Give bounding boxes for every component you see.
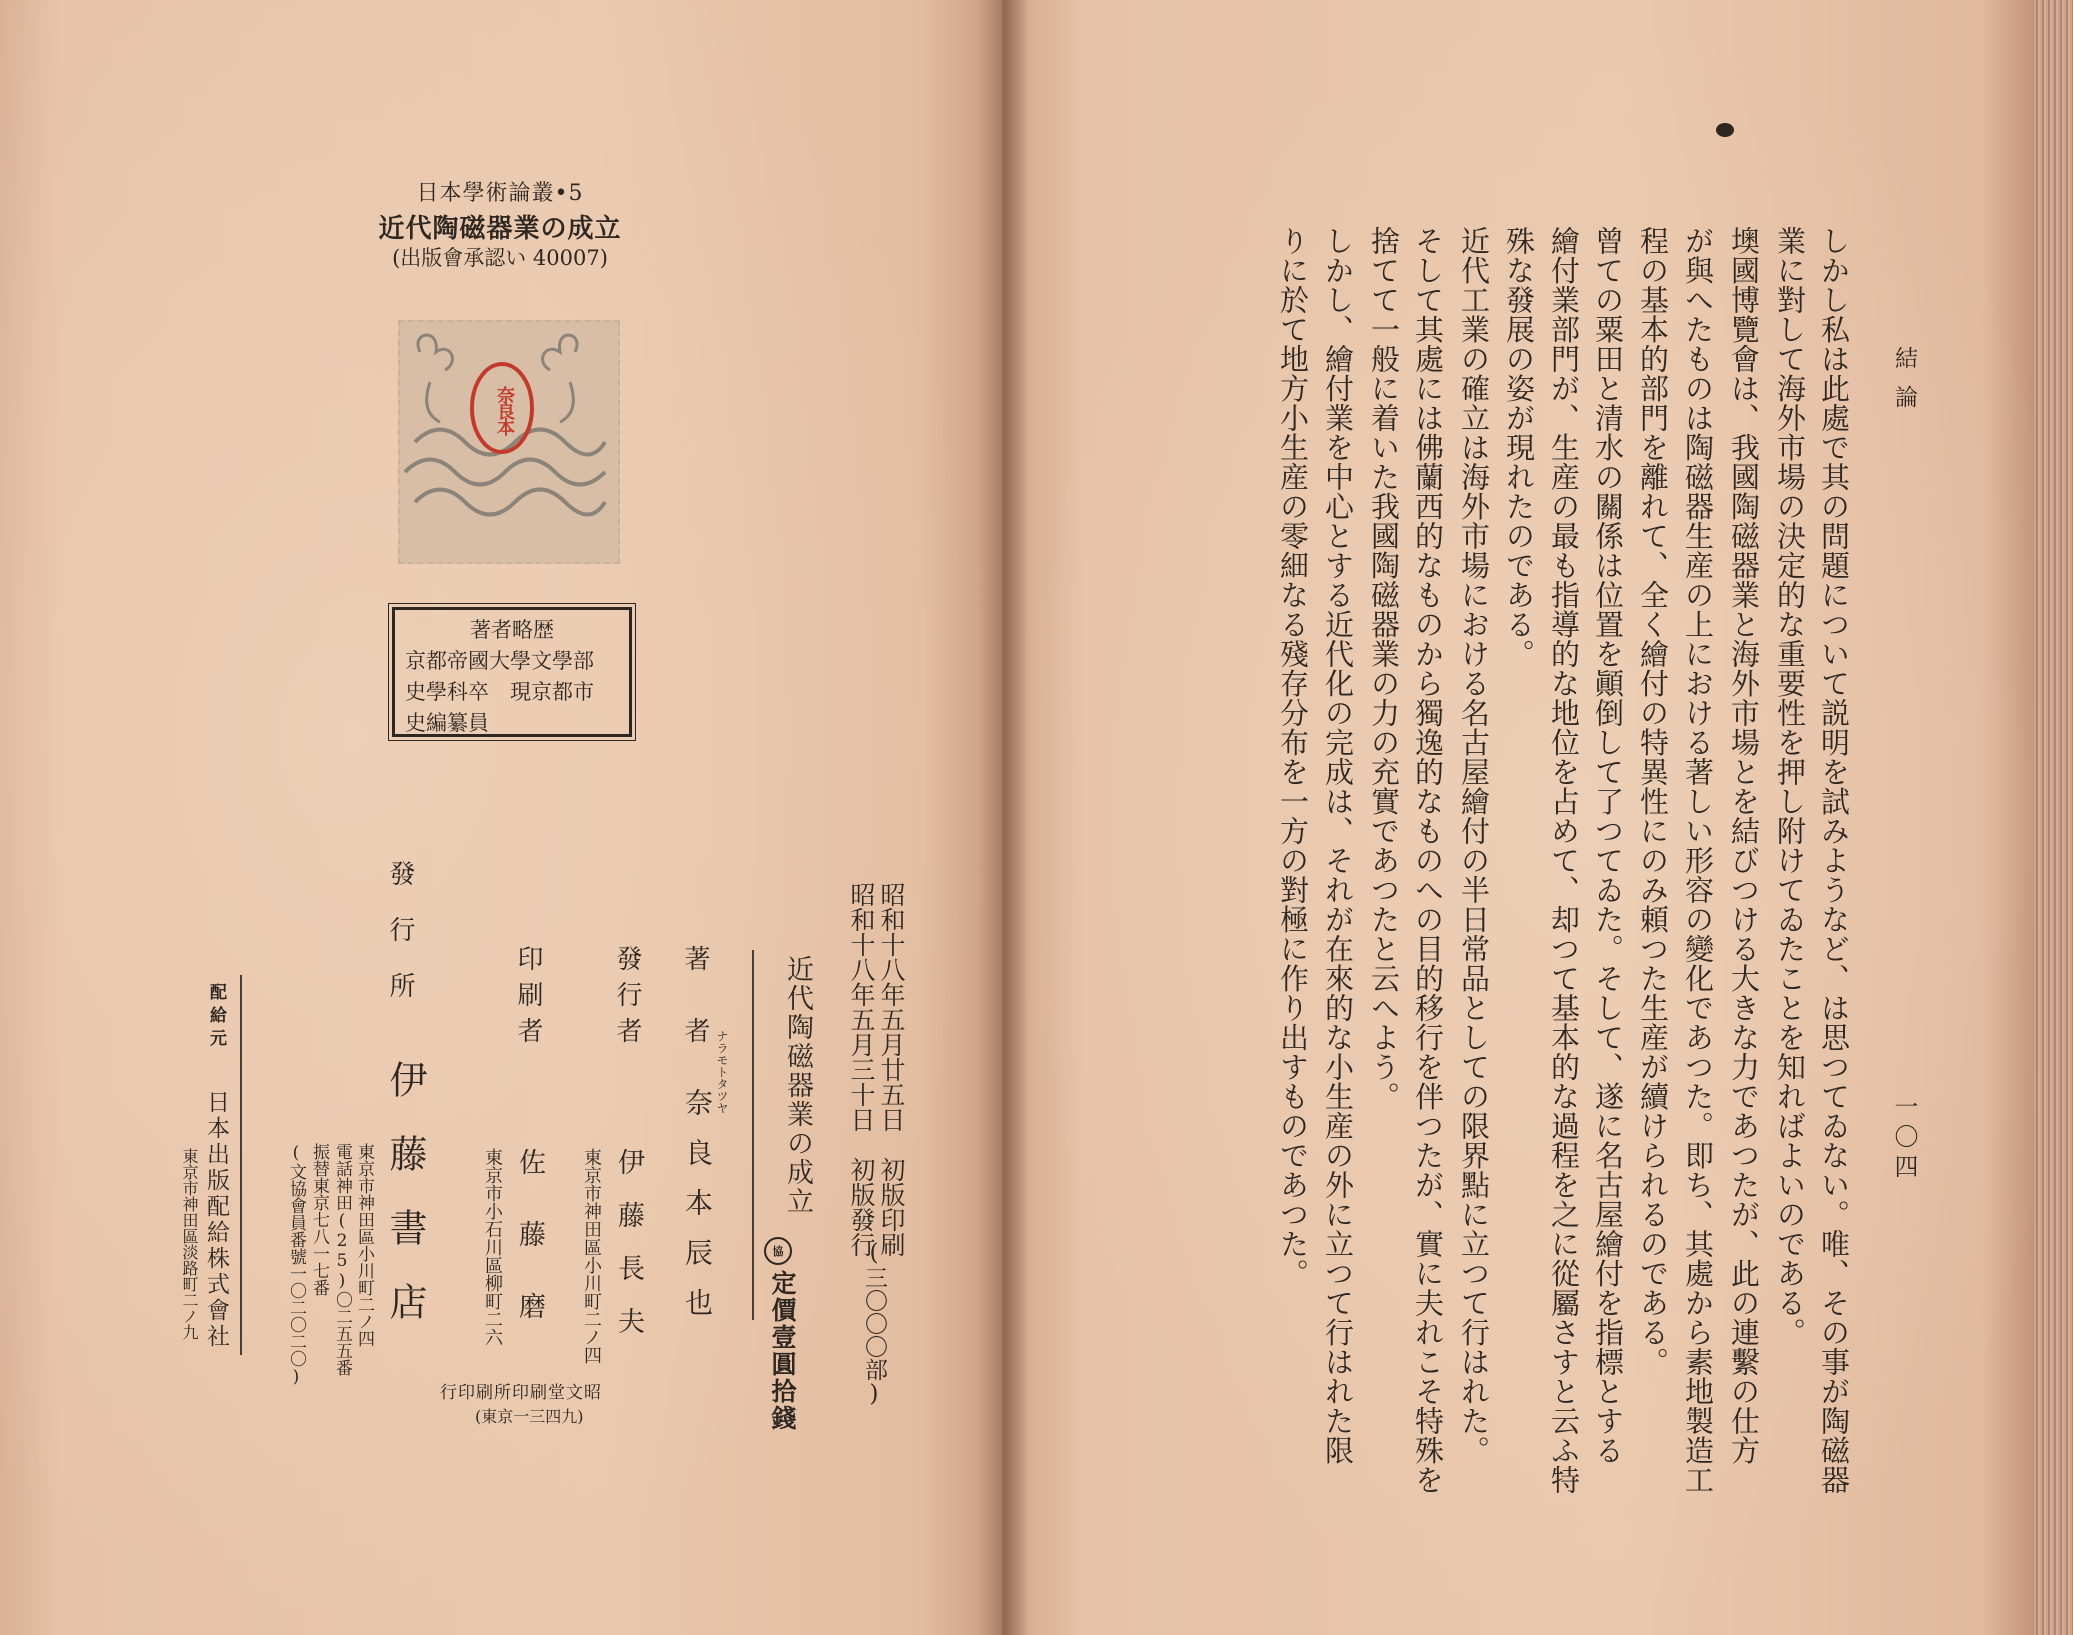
author-bio-heading: 著者略歴 xyxy=(470,618,554,642)
print-shop: 行印刷所印刷堂文昭 xyxy=(440,1383,602,1403)
printer-name: 佐藤磨 xyxy=(514,1148,545,1364)
divider xyxy=(752,950,754,1320)
print-run: (三〇〇〇部) xyxy=(861,1240,887,1407)
colophon-page xyxy=(0,0,1002,1635)
page-number: 一〇四 xyxy=(1890,1094,1918,1184)
publisher-address: 東京市神田區小川町二ノ四 xyxy=(581,1148,602,1364)
author-label: 著 者 xyxy=(680,945,710,1053)
date-published: 昭和十八年五月三十日 初版發行 xyxy=(847,882,876,1257)
printer-label: 印刷者 xyxy=(513,945,543,1053)
text-page xyxy=(1002,0,2034,1635)
price-mark: 協 xyxy=(764,1237,792,1265)
printer-address: 東京市小石川區柳町二六 xyxy=(482,1148,503,1346)
colophon-title: 近代陶磁器業の成立 xyxy=(782,955,813,1216)
book-title: 近代陶磁器業の成立 xyxy=(378,214,622,244)
body-line: 墺國博覽會は、我國陶磁器業と海外市場とを結びつける大きな力であつたが、此の連繫の仕方 xyxy=(1727,226,1761,1465)
distributor-name: 日本出版配給株式會社 xyxy=(203,1090,229,1350)
body-line: そして其處には佛蘭西的なものから獨逸的なものへの目的移行を伴つたが、實に夫れこそ特殊を xyxy=(1411,226,1445,1495)
body-line: 捨てて一般に着いた我國陶磁器業の力の充實であつたと云へよう。 xyxy=(1367,226,1401,1111)
body-line: 業に對して海外市場の決定的な重要性を押し附けてゐたことを知ればよいのである。 xyxy=(1773,226,1807,1347)
seal-text: 奈良本 xyxy=(494,386,515,434)
date-printed: 昭和十八年五月廿五日 初版印刷 xyxy=(877,882,906,1257)
body-line: 繪付業部門が、生産の最も指導的な地位を占めて、却つて基本的な過程を之に從屬さすと云ふ特 xyxy=(1547,226,1581,1495)
body-line: しかし私は此處で其の問題について説明を試みようなど、は思つてゐない。唯、その事が陶磁器 xyxy=(1817,226,1851,1495)
author-bio-line: 京都帝國大學文學部 xyxy=(405,649,594,673)
issuer-label: 發行所 xyxy=(385,860,415,1028)
publisher-name: 伊藤長夫 xyxy=(613,1148,644,1360)
body-line: 近代工業の確立は海外市場における名古屋繪付の半日常品としての限界點に立つて行はれた。 xyxy=(1457,226,1491,1465)
author-seal-stamp xyxy=(398,320,620,564)
ink-spot xyxy=(1716,123,1734,137)
body-line: が與へたものは陶磁器生産の上における著しい形容の變化であつた。即ち、其處から素地製造工 xyxy=(1681,226,1715,1495)
chapter-title: 結論 xyxy=(1891,346,1917,424)
issuer-member-number: (文協會員番號一〇二〇二〇) xyxy=(286,1143,306,1387)
issuer-phone: 電話神田(25)〇二五五番 xyxy=(332,1143,352,1376)
body-line: りに於て地方小生産の零細なる殘存分布を一方の對極に作り出すものであつた。 xyxy=(1276,226,1310,1288)
issuer-address: 東京市神田區小川町二ノ四 xyxy=(354,1143,374,1347)
body-line: 程の基本的部門を離れて、全く繪付の特異性にのみ頼つた生産が續けられるのである。 xyxy=(1636,226,1670,1377)
page-edges xyxy=(2034,0,2073,1635)
author-bio-line: 史編纂員 xyxy=(405,711,489,735)
author-bio-line: 史學科卒 現京都市 xyxy=(405,680,594,704)
price: 定價壹圓拾錢 xyxy=(768,1270,797,1432)
issuer-name: 伊藤書店 xyxy=(383,1060,427,1356)
series-title: 日本學術論叢•5 xyxy=(416,181,584,206)
distributor-address: 東京市神田區淡路町二ノ九 xyxy=(180,1148,199,1340)
issuer-transfer-account: 振替東京七八一七番 xyxy=(309,1143,329,1296)
author-name: 奈良本辰也 xyxy=(681,1088,714,1338)
body-line: 殊な發展の姿が現れたのである。 xyxy=(1502,226,1536,669)
distributor-label: 配給元 xyxy=(206,983,226,1052)
publisher-label: 發行者 xyxy=(612,945,642,1053)
approval-number: (出版會承認い 40007) xyxy=(392,246,608,270)
author-bio-box xyxy=(392,607,632,737)
author-ruby: ナラモトタツヤ xyxy=(715,1030,729,1114)
body-line: しかし、繪付業を中心とする近代化の完成は、それが在來的な小生産の外に立つて行はれた限 xyxy=(1321,226,1355,1465)
body-line: 曾ての粟田と清水の關係は位置を顚倒して了つてゐた。そして、遂に名古屋繪付を指標とする xyxy=(1591,226,1625,1465)
divider xyxy=(240,975,242,1355)
print-shop-phone: (東京一三四九) xyxy=(475,1407,584,1426)
